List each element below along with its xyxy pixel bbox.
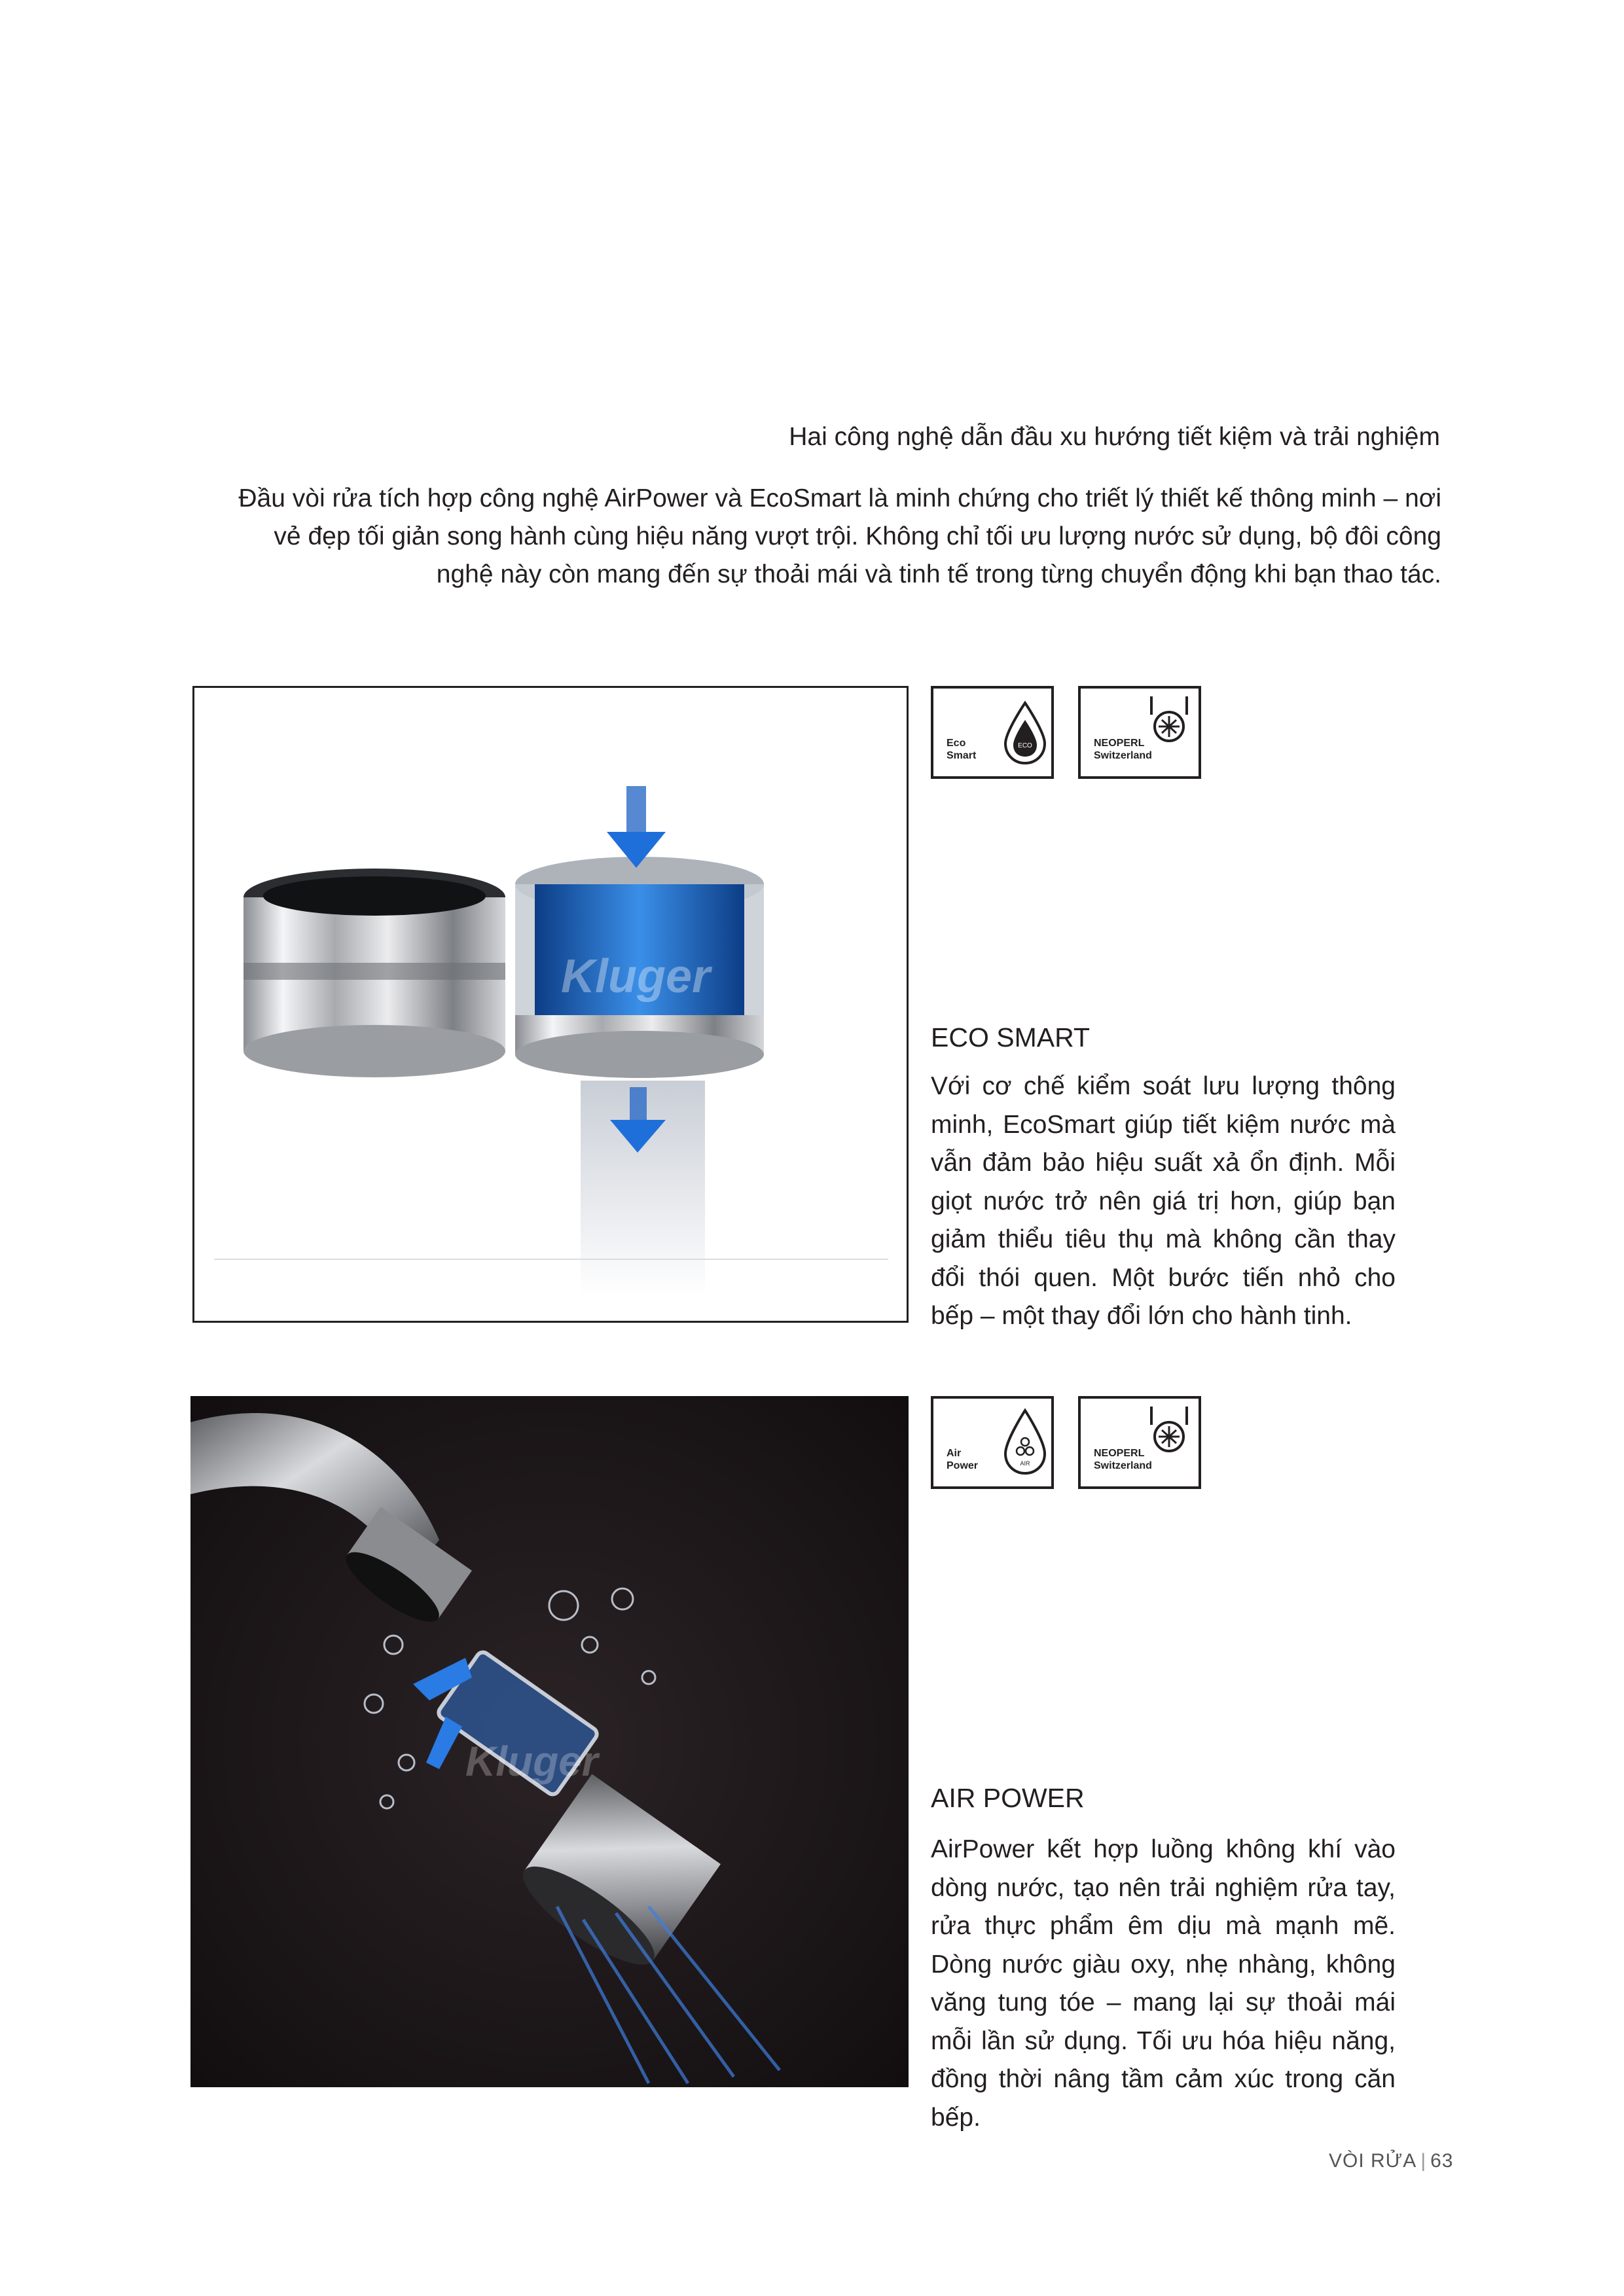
- page-number: 63: [1430, 2150, 1454, 2172]
- badge-label: Eco Smart: [947, 738, 977, 761]
- down-arrow-icon: [607, 786, 666, 868]
- air-power-description: AirPower kết hợp luồng không khí vào dòng nước, tạo nên trải nghiệm rửa tay, rửa thực phẩm êm dịu mà mạnh mẽ. Dòng nước giàu oxy, nhẹ nhàng, không văng tung tóe – mang lại sự thoải mái mỗi lần sử dụng. Tối ưu hóa hiệu năng, đồng thời nâng tầm cảm xúc trong căn bếp.: [931, 1835, 1396, 2132]
- eco-smart-badge: [931, 686, 1054, 779]
- section-name: VÒI RỬA: [1329, 2150, 1417, 2172]
- intro-heading: Hai công nghệ dẫn đầu xu hướng tiết kiệm và trải nghiệm: [789, 423, 1440, 451]
- eco-smart-description: Với cơ chế kiểm soát lưu lượng thông minh, EcoSmart giúp tiết kiệm nước mà vẫn đảm bảo hiệu suất xả ổn định. Mỗi giọt nước trở nên giá trị hơn, giúp bạn giảm thiểu tiêu thụ mà không cần thay đổi thói quen. Một bước tiến nhỏ cho bếp – một thay đổi lớn cho hành tinh.: [931, 1072, 1396, 1330]
- chrome-aerator: [244, 869, 505, 1077]
- badge-label: NEOPERL Switzerland: [1094, 1448, 1152, 1471]
- page-footer: VÒI RỬA | 63: [1329, 2150, 1454, 2172]
- faucet-aerator-illustration: [190, 1396, 909, 2087]
- badge-label: Air Power: [947, 1448, 979, 1471]
- badge-label: NEOPERL Switzerland: [1094, 738, 1152, 761]
- aerator-grid-icon: [1146, 1405, 1192, 1455]
- eco-smart-product-image: [192, 686, 909, 1323]
- air-drop-icon: [1001, 1408, 1049, 1476]
- intro-paragraph: [195, 480, 1441, 594]
- watermark: Kluger: [561, 950, 711, 1003]
- air-power-product-image: [190, 1396, 909, 2087]
- air-power-title: AIR POWER: [931, 1783, 1085, 1813]
- svg-text:ECO: ECO: [1018, 742, 1032, 749]
- intro-line: vẻ đẹp tối giản song hành cùng hiệu năng vượt trội. Không chỉ tối ưu lượng nước sử dụng, bộ đôi công: [274, 522, 1441, 550]
- svg-text:AIR: AIR: [1020, 1460, 1030, 1467]
- neoperl-badge: [1078, 1396, 1201, 1489]
- intro-line: Đầu vòi rửa tích hợp công nghệ AirPower và EcoSmart là minh chứng cho triết lý thiết kế thông minh – nơi: [238, 484, 1441, 512]
- eco-drop-icon: [1001, 700, 1049, 766]
- aerator-illustration: [194, 688, 907, 1321]
- eco-smart-title: ECO SMART: [931, 1022, 1090, 1052]
- air-power-badge: [931, 1396, 1054, 1489]
- neoperl-badge: [1078, 686, 1201, 779]
- intro-line: nghệ này còn mang đến sự thoải mái và tinh tế trong từng chuyển động khi bạn thao tác.: [436, 560, 1441, 588]
- aerator-grid-icon: [1146, 695, 1192, 745]
- watermark: Kluger: [465, 1738, 598, 1785]
